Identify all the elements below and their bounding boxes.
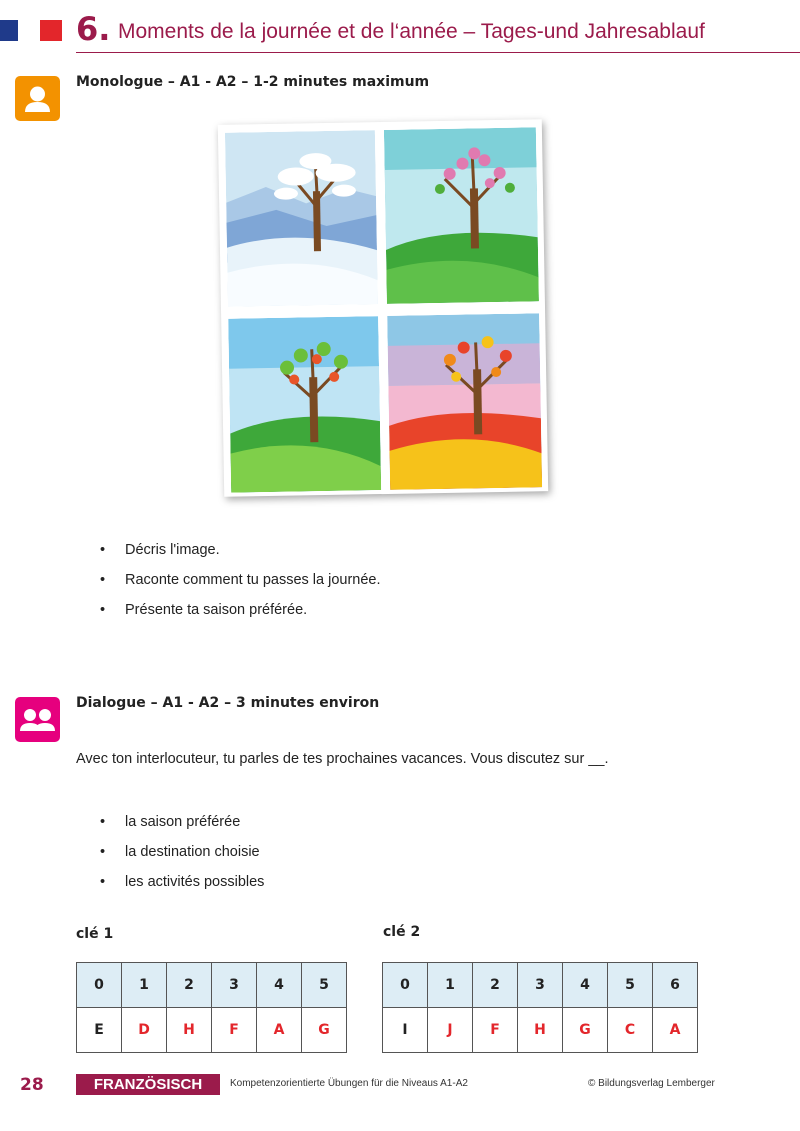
key-cell: D — [122, 1008, 167, 1053]
person-icon — [15, 76, 60, 121]
dialogue-topic-list — [100, 812, 264, 902]
dialogue-heading: Dialogue – A1 - A2 – 3 minutes environ — [76, 695, 380, 711]
key-cell: A — [653, 1008, 698, 1053]
flag-blue-stripe — [0, 20, 18, 41]
key-cell: 2 — [167, 963, 212, 1008]
autumn-panel — [387, 313, 542, 490]
key-cell: H — [167, 1008, 212, 1053]
key-1-label: clé 1 — [76, 926, 114, 942]
key-cell: A — [257, 1008, 302, 1053]
subject-badge: FRANZÖSISCH — [76, 1074, 220, 1095]
key-cell: F — [473, 1008, 518, 1053]
key-cell: E — [77, 1008, 122, 1053]
list-item: • les activités possibles — [100, 872, 264, 902]
monologue-heading: Monologue – A1 - A2 – 1-2 minutes maximum — [76, 74, 430, 90]
key-cell: 4 — [563, 963, 608, 1008]
summer-panel — [228, 316, 381, 493]
key-2-label: clé 2 — [383, 924, 421, 940]
key-cell: H — [518, 1008, 563, 1053]
key-1-table — [76, 962, 347, 1053]
two-people-icon — [15, 697, 60, 742]
key-cell: G — [302, 1008, 347, 1053]
monologue-task-list — [100, 540, 381, 630]
key-cell: F — [212, 1008, 257, 1053]
list-item: • Raconte comment tu passes la journée. — [100, 570, 381, 600]
key-cell: 3 — [212, 963, 257, 1008]
chapter-number: 6. — [76, 10, 111, 48]
key-cell: 4 — [257, 963, 302, 1008]
page-number: 28 — [20, 1075, 44, 1095]
key-cell: 5 — [302, 963, 347, 1008]
key-cell: 5 — [608, 963, 653, 1008]
key-cell: I — [383, 1008, 428, 1053]
title-divider — [76, 52, 800, 53]
key-2-table — [382, 962, 698, 1053]
key-cell: J — [428, 1008, 473, 1053]
key-cell: 1 — [122, 963, 167, 1008]
flag-red-stripe — [40, 20, 62, 41]
footer-description: Kompetenzorientierte Übungen für die Niveaus A1-A2 — [230, 1078, 468, 1089]
list-item: • Décris l'image. — [100, 540, 381, 570]
key-cell: 1 — [428, 963, 473, 1008]
key-cell: 6 — [653, 963, 698, 1008]
flag-white-stripe — [18, 20, 40, 41]
key-cell: 3 — [518, 963, 563, 1008]
key-cell: C — [608, 1008, 653, 1053]
chapter-title: Moments de la journée et de l‘année – Tages-und Jahresablauf — [118, 20, 705, 43]
winter-panel — [225, 130, 378, 307]
list-item: • Présente ta saison préférée. — [100, 600, 381, 630]
footer-copyright: © Bildungsverlag Lemberger — [588, 1078, 715, 1089]
key-cell: 2 — [473, 963, 518, 1008]
key-cell: 0 — [77, 963, 122, 1008]
dialogue-instruction: Avec ton interlocuteur, tu parles de tes prochaines vacances. Vous discutez sur __. — [76, 751, 609, 767]
key-cell: 0 — [383, 963, 428, 1008]
four-seasons-illustration — [218, 119, 548, 497]
spring-panel — [384, 127, 539, 304]
list-item: • la saison préférée — [100, 812, 264, 842]
key-cell: G — [563, 1008, 608, 1053]
list-item: • la destination choisie — [100, 842, 264, 872]
